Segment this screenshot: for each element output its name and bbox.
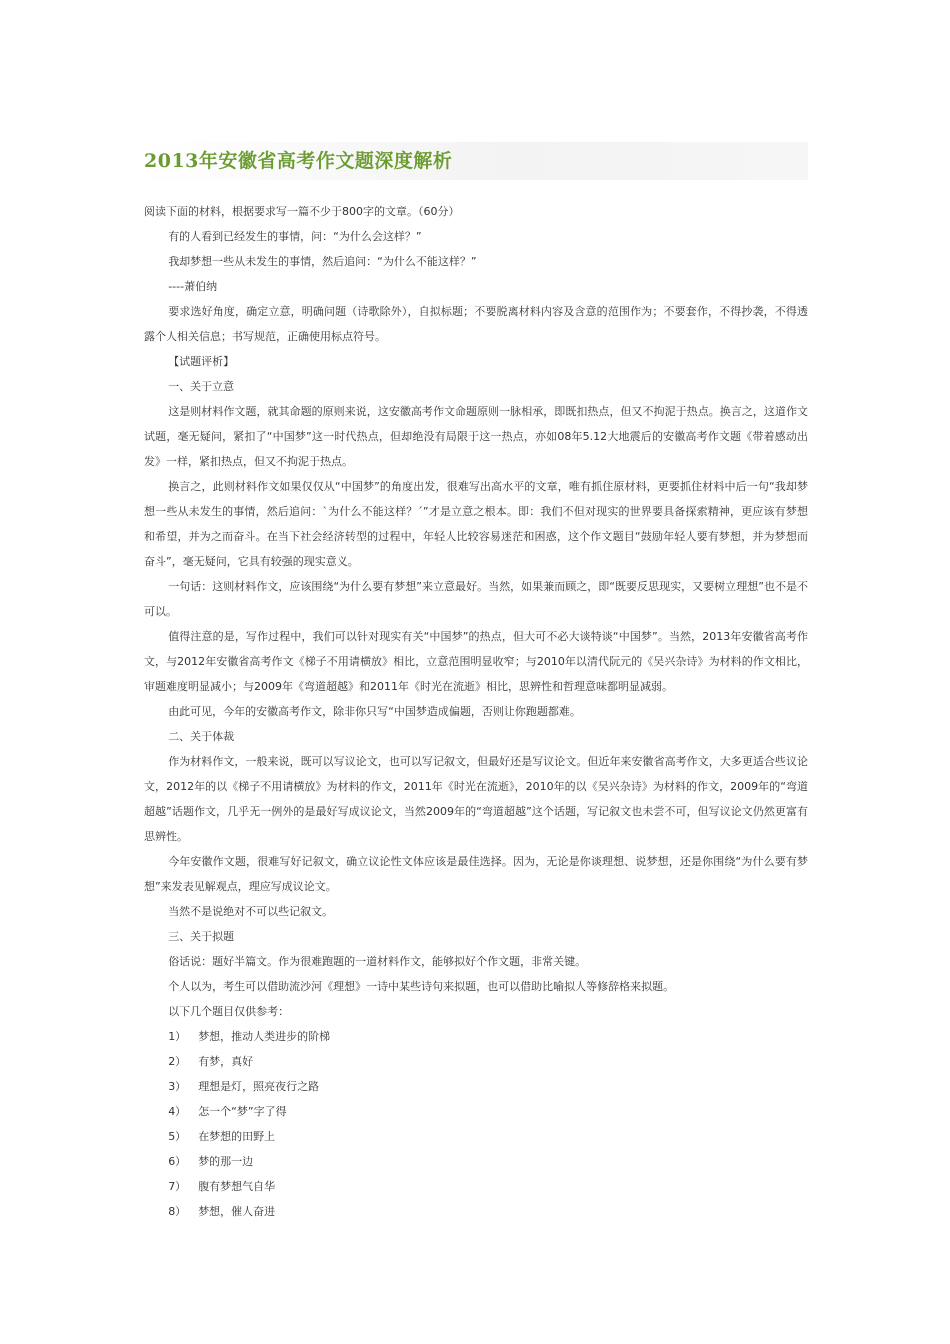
section-heading: 【试题评析】 [168,355,235,368]
list-text: 腹有梦想气自华 [198,1180,276,1193]
paragraph: 个人以为，考生可以借助流沙河《理想》一诗中某些诗句来拟题，也可以借助比喻拟人等修辞格来拟题。 [168,980,675,993]
list-item [144,1074,808,1099]
paragraph: 今年安徽作文题，很难写好记叙文，确立议论性文体应该是最佳选择。因为，无论是你谈理想、说梦想，还是你围绕“为什么要有梦想”来发表见解观点，理应写成议论文。 [144,855,808,893]
list-number: 1） [168,1030,187,1043]
list-item [144,1124,808,1149]
list-text: 梦想，推动人类进步的阶梯 [198,1030,331,1043]
list-number: 7） [168,1180,187,1193]
list-number: 3） [168,1080,187,1093]
section-heading: 二、关于体裁 [168,730,235,743]
paragraph: 这是则材料作文题，就其命题的原则来说，这安徽高考作文命题原则一脉相承，即既扣热点，但又不拘泥于热点。换言之，这道作文试题，毫无疑问，紧扣了“中国梦”这一时代热点，但却绝没有局限于这一热点，亦如08年5.12大地震后的安徽高考作文题《带着感动出发》一样，紧扣热点，但又不拘泥于热点。 [144,405,808,468]
paragraph: 我却梦想一些从未发生的事情，然后追问：“为什么不能这样？” [168,255,477,268]
list-item [144,1199,808,1224]
paragraph: 当然不是说绝对不可以些记叙文。 [168,905,334,918]
paragraph: 俗话说：题好半篇文。作为很难跑题的一道材料作文，能够拟好个作文题，非常关键。 [168,955,587,968]
list-item [144,1024,808,1049]
paragraph: 阅读下面的材料，根据要求写一篇不少于800字的文章。（60分） [144,205,460,218]
paragraph: 作为材料作文，一般来说，既可以写议论文，也可以写记叙文，但最好还是写议论文。但近年来安徽省高考作文，大多更适合些议论文，2012年的以《梯子不用请横放》为材料的作文，2011年《时光在流逝》，2010年的以《吴兴杂诗》为材料的作文，2009年的“弯道超越”话题作文，几乎无一例外的是最好写成议论文，当然2009年的“弯道超越”这个话题，写记叙文也未尝不可，但写议论文仍然更富有思辨性。 [144,755,808,843]
list-text: 有梦，真好 [198,1055,254,1068]
list-text: 怎一个“梦”字了得 [198,1105,287,1118]
list-number: 4） [168,1105,187,1118]
list-number: 5） [168,1130,187,1143]
list-text: 梦的那一边 [198,1155,254,1168]
list-number: 6） [168,1155,187,1168]
list-item [144,1049,808,1074]
section-heading: 三、关于拟题 [168,930,235,943]
paragraph: 由此可见，今年的安徽高考作文，除非你只写“中国梦造成偏题，否则让你跑题都难。 [168,705,581,718]
list-text: 在梦想的田野上 [198,1130,276,1143]
list-item [144,1099,808,1124]
title-suggestion-list [144,1024,808,1224]
paragraph: 要求选好角度，确定立意，明确问题（诗歌除外），自拟标题；不要脱离材料内容及含意的范围作为；不要套作，不得抄袭，不得透露个人相关信息；书写规范，正确使用标点符号。 [144,305,808,343]
article-body [144,199,808,1224]
paragraph: 换言之，此则材料作文如果仅仅从“中国梦”的角度出发，很难写出高水平的文章，唯有抓住原材料，更要抓住材料中后一句“我却梦想一些从未发生的事情，然后追问：`为什么不能这样？´”才是立意之根本。即：我们不但对现实的世界要具备探索精神，更应该有梦想和希望，并为之而奋斗。在当下社会经济转型的过程中，年轻人比较容易迷茫和困惑，这个作文题目“鼓励年轻人要有梦想，并为梦想而奋斗”，毫无疑问，它具有较强的现实意义。 [144,480,808,568]
list-number: 8） [168,1205,187,1218]
page-title: 2013年安徽省高考作文题深度解析 [144,150,453,172]
list-text: 梦想，催人奋进 [198,1205,276,1218]
paragraph: 值得注意的是，写作过程中，我们可以针对现实有关“中国梦”的热点，但大可不必大谈特谈“中国梦”。当然，2013年安徽省高考作文，与2012年安徽省高考作文《梯子不用请横放》相比，立意范围明显收窄；与2010年以清代阮元的《吴兴杂诗》为材料的作文相比，审题难度明显减小；与2009年《弯道超越》和2011年《时光在流逝》相比，思辨性和哲理意味都明显减弱。 [144,630,808,693]
list-number: 2） [168,1055,187,1068]
paragraph: ----萧伯纳 [168,280,218,293]
list-item [144,1174,808,1199]
list-text: 理想是灯，照亮夜行之路 [198,1080,320,1093]
section-heading: 一、关于立意 [168,380,235,393]
paragraph: 有的人看到已经发生的事情，问：“为什么会这样？” [168,230,422,243]
paragraph: 以下几个题目仅供参考： [168,1005,290,1018]
paragraph: 一句话：这则材料作文，应该围绕“为什么要有梦想”来立意最好。当然，如果兼而顾之，即“既要反思现实，又要树立理想”也不是不可以。 [144,580,808,618]
list-item [144,1149,808,1174]
